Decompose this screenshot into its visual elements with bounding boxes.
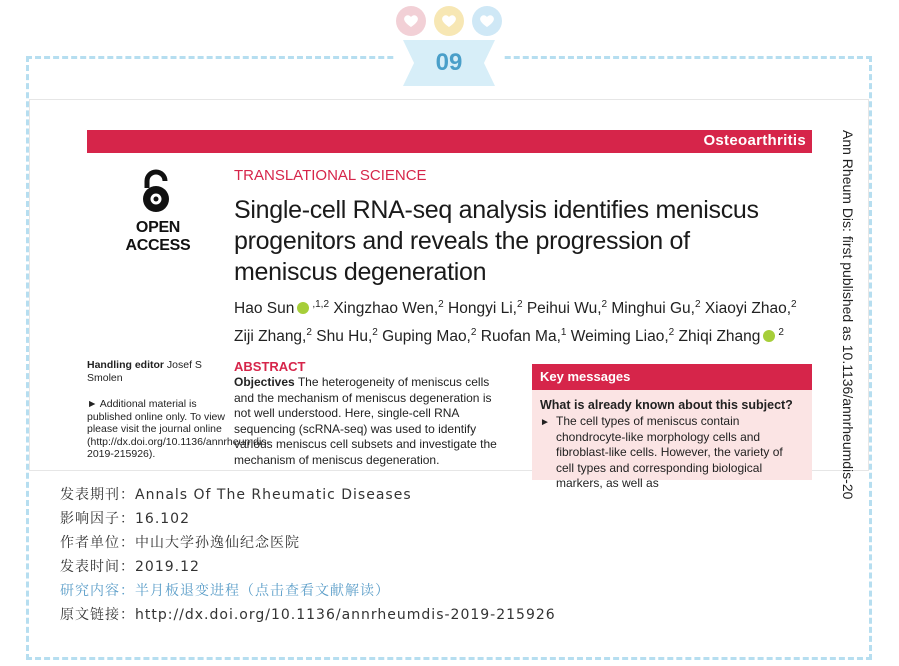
key-bullet-text: The cell types of meniscus contain chondrocyte-like morphology cells and fibroblast-like cells. However, the variety of cell types and corresponding biological markers, as well as: [556, 414, 783, 491]
info-impact-factor: 影响因子：16.102: [60, 511, 190, 527]
author-name: Minghui Gu,: [607, 300, 695, 318]
open-access-label: OPEN ACCESS: [125, 219, 191, 254]
affiliation-sup: 2: [668, 327, 675, 339]
handling-editor-label: Handling editor: [87, 359, 164, 371]
affiliation-sup: 2: [601, 299, 608, 310]
orcid-icon[interactable]: [297, 302, 309, 314]
objectives-text: The heterogeneity of meniscus cells and the mechanism of meniscus degeneration is not well understood. Here, single-cell RNA sequencing (scRNA-seq) was used to identify various meniscus cell subsets and investigate the mechanism of meniscus degeneration.: [234, 375, 497, 467]
author-name: Hongyi Li,: [443, 300, 517, 318]
key-messages-heading: Key messages: [532, 364, 812, 390]
open-access-lock-icon: [136, 170, 176, 214]
affiliation-sup: 1: [560, 327, 567, 339]
affiliation-sup: 2: [470, 327, 477, 339]
author-name: Ziji Zhang,: [234, 328, 307, 346]
side-citation-text: Ann Rheum Dis: first published as 10.1136/annrheumdis-20: [840, 130, 856, 500]
affiliation-sup: ,1,2: [312, 299, 330, 310]
author-name: Xiaoyi Zhao,: [700, 300, 791, 318]
key-messages-box: [532, 390, 812, 491]
hearts-decoration: [396, 6, 504, 38]
author-name: Xingzhao Wen,: [329, 300, 439, 318]
bullet-arrow-icon: ►: [540, 417, 550, 428]
affiliation-sup: 2: [306, 327, 312, 339]
handling-editor-name: Josef S Smolen: [87, 359, 202, 384]
affiliation-sup: 2: [516, 299, 523, 310]
abstract-body: [234, 375, 504, 469]
affiliation-sup: 2: [778, 327, 784, 339]
objectives-label: Objectives: [234, 375, 295, 389]
info-topic-link[interactable]: 研究内容：半月板退变进程（点击查看文献解读）: [60, 583, 390, 599]
author-name: Weiming Liao,: [566, 328, 669, 346]
author-name: Peihui Wu,: [522, 300, 602, 318]
article-title: Single-cell RNA-seq analysis identifies meniscus progenitors and reveals the progression of meniscus degeneration: [234, 196, 759, 286]
affiliation-sup: 2: [791, 299, 797, 310]
author-line: [234, 293, 834, 321]
heart-icon: [472, 6, 502, 36]
author-list: [234, 293, 834, 349]
affiliation-sup: 2: [438, 299, 444, 310]
article-info: [60, 483, 820, 627]
key-question: What is already known about this subject?: [540, 398, 793, 412]
affiliation-sup: 2: [372, 327, 378, 339]
orcid-icon[interactable]: [763, 330, 775, 342]
affiliation-sup: 2: [694, 299, 701, 310]
heart-icon: [396, 6, 426, 36]
topic-banner: [87, 130, 812, 153]
author-line: [234, 321, 834, 349]
author-name: Guping Mao,: [377, 328, 471, 346]
info-doi-link[interactable]: 原文链接：http://dx.doi.org/10.1136/annrheumdis-2019-215926: [60, 607, 556, 623]
handling-editor: [87, 359, 227, 384]
item-number: 09: [435, 49, 463, 76]
key-bullet: [540, 414, 804, 492]
author-name: Hao Sun: [234, 300, 295, 318]
author-name: Zhiqi Zhang: [674, 328, 761, 346]
section-label: TRANSLATIONAL SCIENCE: [234, 167, 427, 184]
additional-material-note: ► Additional material is published online only. To view please visit the journal online (http://dx.doi.org/10.1136/annrheumdis-2019-215926).: [87, 398, 271, 460]
heart-icon: [434, 6, 464, 36]
side-citation: [838, 130, 858, 500]
abstract-heading: ABSTRACT: [234, 359, 306, 374]
info-affiliation: 作者单位：中山大学孙逸仙纪念医院: [60, 535, 300, 551]
topic-label: Osteoarthritis: [703, 132, 806, 149]
info-journal: 发表期刊：Annals Of The Rheumatic Diseases: [60, 487, 412, 503]
author-name: Ruofan Ma,: [476, 328, 561, 346]
info-date: 发表时间：2019.12: [60, 559, 200, 575]
author-name: Shu Hu,: [311, 328, 373, 346]
